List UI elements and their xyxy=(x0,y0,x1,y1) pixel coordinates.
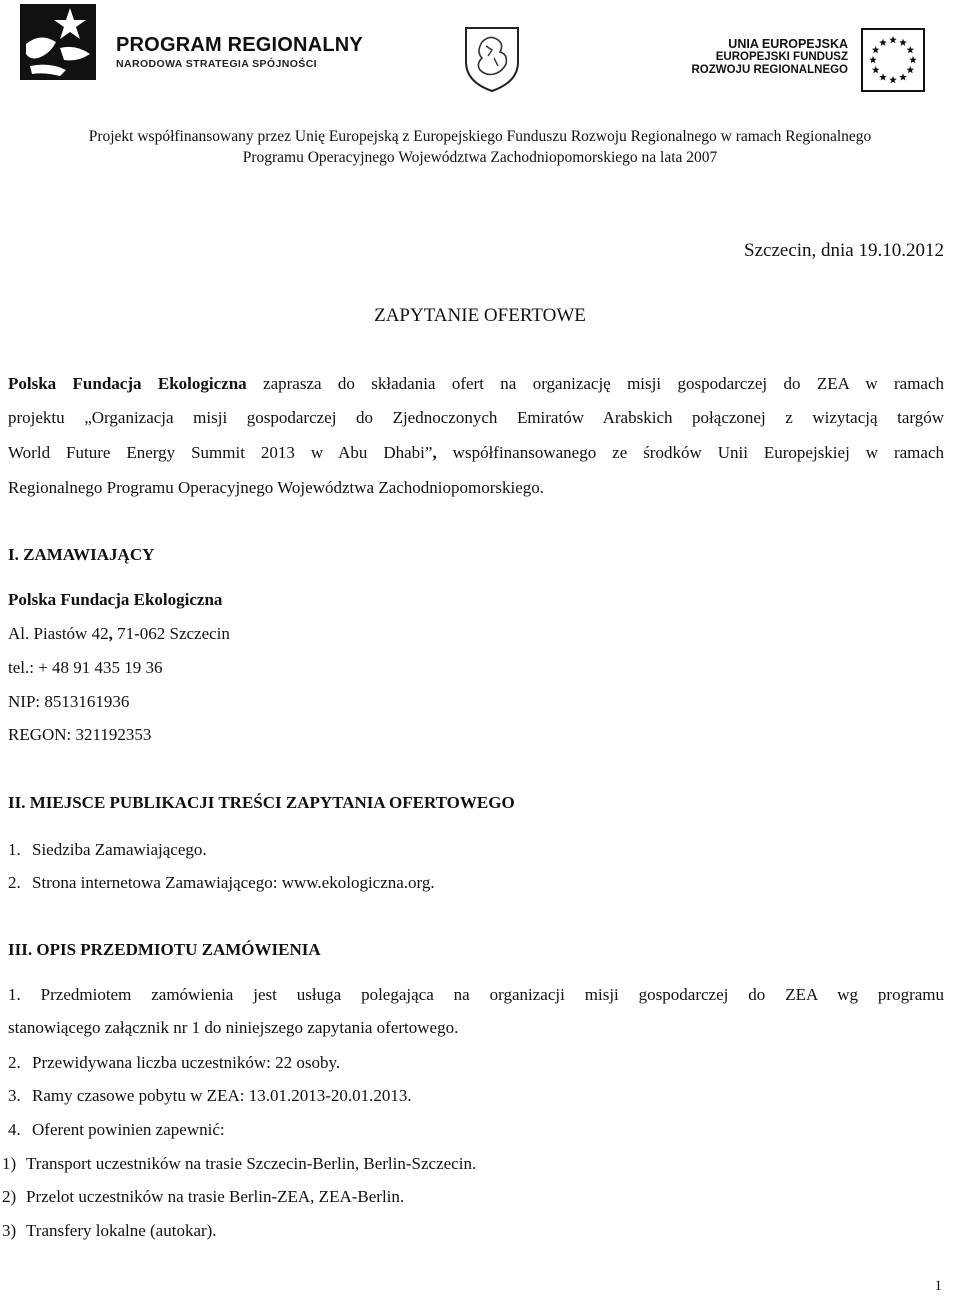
document-date: Szczecin, dnia 19.10.2012 xyxy=(744,240,944,261)
list-item-number: 2. xyxy=(8,873,21,892)
sub-list-item-text: Transfery lokalne (autokar). xyxy=(26,1221,217,1240)
cofinancing-note-line-2: Programu Operacyjnego Województwa Zachodniopomorskiego na lata 2007 xyxy=(242,149,718,166)
eu-flag-icon xyxy=(861,28,925,92)
griffin-crest-icon xyxy=(462,24,522,94)
list-item-number: 3. xyxy=(8,1086,21,1105)
list-item-number: 2. xyxy=(8,1053,21,1072)
list-item xyxy=(8,1053,340,1073)
address-comma: , xyxy=(108,624,113,643)
document-title: ZAPYTANIE OFERTOWE xyxy=(374,305,586,326)
intro-line-3-comma: , xyxy=(432,443,437,462)
section-1-heading: I. ZAMAWIAJĄCY xyxy=(8,545,155,564)
sub-list-item xyxy=(2,1187,404,1207)
intro-line-3-c: współfinansowanego ze środków Unii Europejskiej w ramach xyxy=(452,443,944,462)
sub-list-item xyxy=(2,1221,217,1241)
cofinancing-note-line-1: Projekt współfinansowany przez Unię Europejską z Europejskiego Funduszu Rozwoju Regionalnego w ramach Regionalnego xyxy=(88,128,872,145)
address-street: Al. Piastów 42 xyxy=(8,624,109,643)
intro-line-4: Regionalnego Programu Operacyjnego Województwa Zachodniopomorskiego. xyxy=(8,478,545,497)
eu-line-1: UNIA EUROPEJSKA xyxy=(728,37,848,51)
orderer-name: Polska Fundacja Ekologiczna xyxy=(8,590,223,609)
sub-list-item-text: Transport uczestników na trasie Szczecin-Berlin, Berlin-Szczecin. xyxy=(26,1154,477,1173)
list-item xyxy=(8,1120,225,1140)
program-subtitle: NARODOWA STRATEGIA SPÓJNOŚCI xyxy=(116,58,317,70)
orderer-regon: REGON: 321192353 xyxy=(8,725,152,744)
list-item-text: Ramy czasowe pobytu w ZEA: 13.01.2013-20.01.2013. xyxy=(32,1086,412,1105)
intro-line-1-text: zaprasza do składania ofert na organizację misji gospodarczej do ZEA w ramach xyxy=(263,374,945,393)
list-item-text: Oferent powinien zapewnić: xyxy=(32,1120,225,1139)
list-item xyxy=(8,1086,412,1106)
list-item-text: Siedziba Zamawiającego. xyxy=(32,840,207,859)
intro-line-3-a: World Future Energy Summit 2013 w Abu Dhabi” xyxy=(8,443,433,462)
list-item-text: Strona internetowa Zamawiającego: www.ekologiczna.org. xyxy=(32,873,435,892)
address-city: 71-062 Szczecin xyxy=(112,624,230,643)
sub-list-item-number: 3) xyxy=(2,1221,17,1240)
orderer-address xyxy=(8,624,230,644)
eu-line-3: ROZWOJU REGIONALNEGO xyxy=(691,64,848,76)
orderer-nip: NIP: 8513161936 xyxy=(8,692,130,711)
program-title: PROGRAM REGIONALNY xyxy=(116,34,363,56)
sub-list-item-text: Przelot uczestników na trasie Berlin-ZEA, ZEA-Berlin. xyxy=(26,1187,405,1206)
list-item-number: 1. xyxy=(8,840,21,859)
program-regionalny-logo xyxy=(20,4,363,84)
list-item-text: Przewidywana liczba uczestników: 22 osoby. xyxy=(32,1053,341,1072)
page-number: 1 xyxy=(934,1278,942,1294)
intro-line-2: projektu „Organizacja misji gospodarczej do Zjednoczonych Emiratów Arabskich połączonej z wizytacją targów xyxy=(8,408,944,427)
sub-list-item-number: 1) xyxy=(2,1154,17,1173)
eu-line-2: EUROPEJSKI FUNDUSZ xyxy=(715,51,848,63)
section-3-item-1-line-1: 1. Przedmiotem zamówienia jest usługa polegająca na organizacji misji gospodarczej do ZEA wg programu xyxy=(8,985,944,1004)
section-2-heading: II. MIEJSCE PUBLIKACJI TREŚCI ZAPYTANIA OFERTOWEGO xyxy=(8,793,515,812)
list-item-number: 4. xyxy=(8,1120,21,1139)
organization-name: Polska Fundacja Ekologiczna xyxy=(8,374,247,393)
orderer-phone: tel.: + 48 91 435 19 36 xyxy=(8,658,163,677)
list-item xyxy=(8,873,435,893)
section-3-heading: III. OPIS PRZEDMIOTU ZAMÓWIENIA xyxy=(8,940,321,959)
sub-list-item xyxy=(2,1154,476,1174)
program-regionalny-star-icon xyxy=(20,4,96,80)
eu-fund-label xyxy=(691,38,848,77)
list-item xyxy=(8,840,207,860)
section-3-item-1-line-2: stanowiącego załącznik nr 1 do niniejszego zapytania ofertowego. xyxy=(8,1018,459,1037)
intro-line-3 xyxy=(8,443,944,463)
intro-line-1 xyxy=(8,374,944,394)
sub-list-item-number: 2) xyxy=(2,1187,17,1206)
